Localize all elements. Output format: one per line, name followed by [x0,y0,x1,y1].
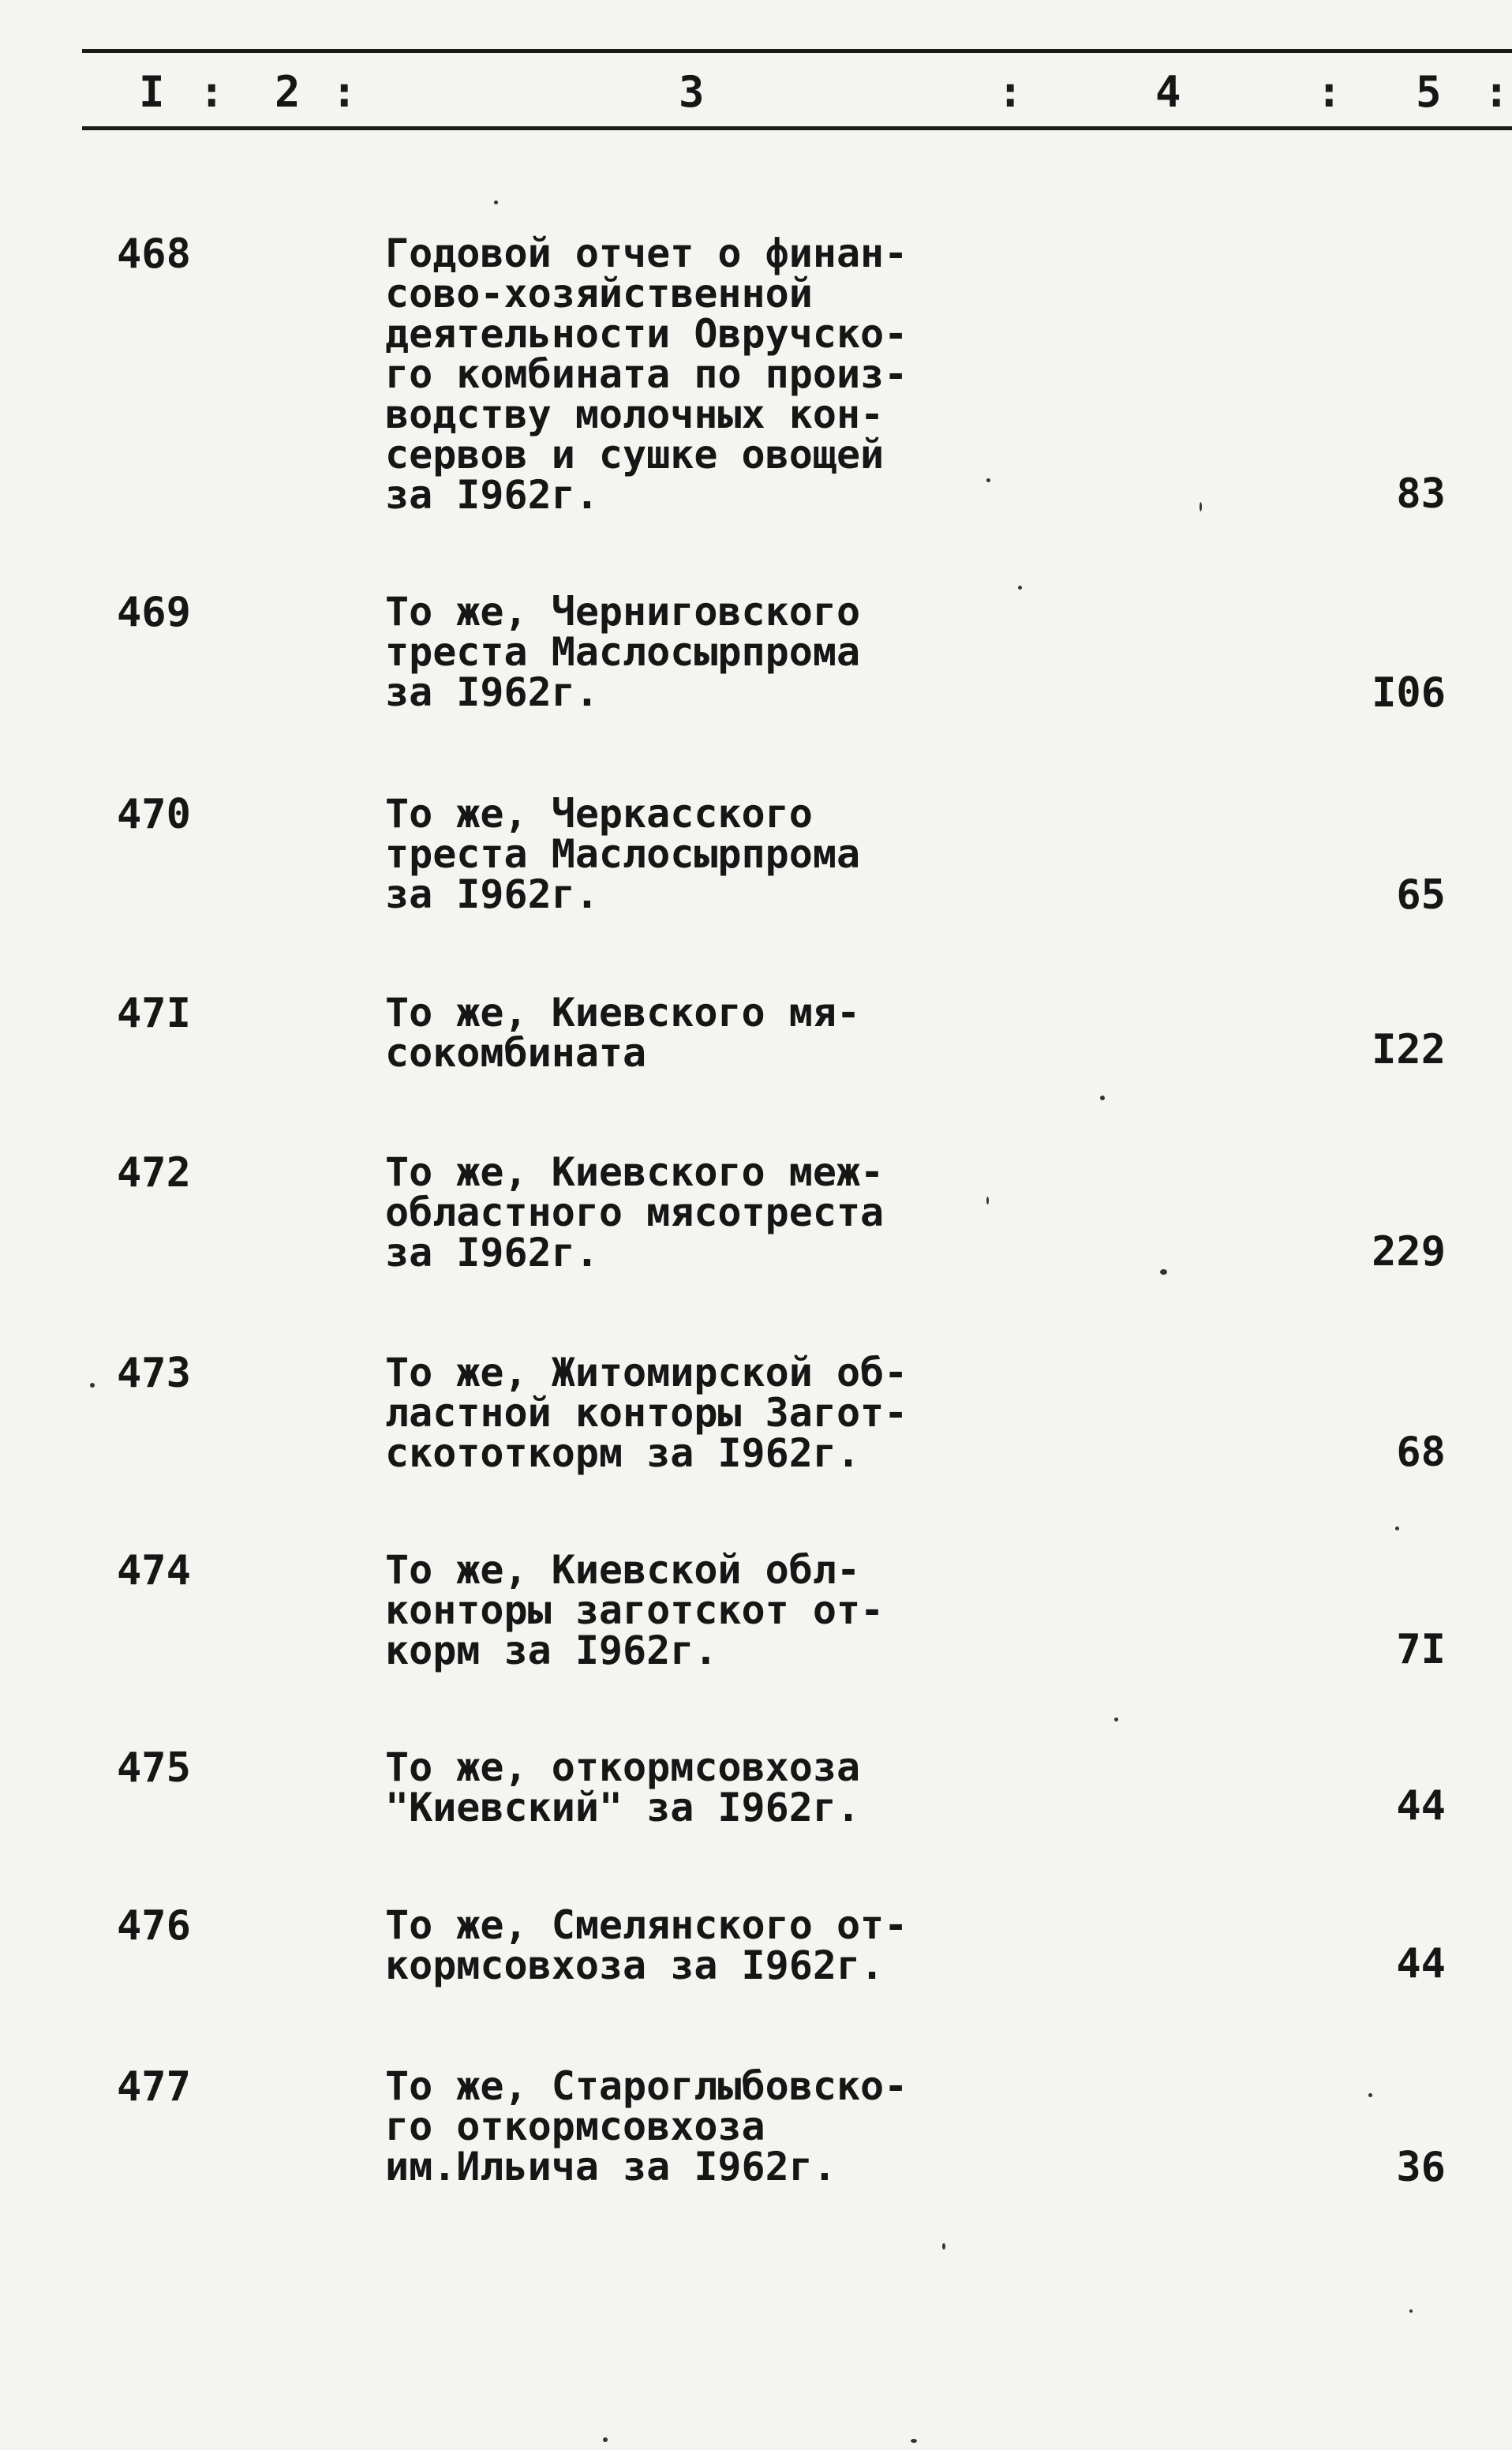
description-line: То же, Житомирской об- [385,1350,908,1395]
header-col-5: 5 [1416,67,1442,117]
description-line: То же, Черкасского [385,791,813,837]
description-line: Годовой отчет о финан- [385,230,908,276]
description-line: областного мясотреста [385,1189,885,1235]
item-description [385,230,1269,518]
sheet-count: 83 [1396,470,1446,518]
item-description [385,589,1269,715]
sheet-count: I06 [1372,669,1446,717]
sheet-count: I22 [1372,1026,1446,1073]
sheet-count: 44 [1396,1940,1446,1987]
item-description [385,1350,1269,1476]
description-line: го откормсовхоза [385,2103,765,2149]
scan-speck [1160,1269,1167,1275]
header-separator: : [199,67,225,117]
description-line: То же, Киевской обл- [385,1547,861,1593]
sheet-count: 44 [1396,1782,1446,1830]
description-line: То же, Староглыбовско- [385,2063,908,2109]
sheet-count: 65 [1396,871,1446,919]
scan-speck [986,478,990,482]
item-description [385,990,1269,1076]
scan-speck [603,2437,608,2442]
sheet-count: 68 [1396,1429,1446,1476]
header-col-3: 3 [679,67,705,117]
header-bottom-rule [82,126,1512,130]
description-line: сервов и сушке овощей [385,432,885,478]
item-number: 47I [117,990,191,1037]
description-line: кормсовхоза за I962г. [385,1942,885,1988]
item-number: 474 [117,1547,191,1594]
item-description [385,1149,1269,1276]
scan-speck [1395,1527,1399,1530]
scan-speck [1018,586,1022,590]
description-line: скототкорм за I962г. [385,1430,861,1476]
description-line: за I962г. [385,1230,599,1276]
header-separator: : [1316,67,1342,117]
item-number: 473 [117,1350,191,1397]
item-number: 476 [117,1902,191,1950]
header-separator: : [331,67,357,117]
description-line: деятельности Овручско- [385,311,908,357]
description-line: за I962г. [385,472,599,518]
scan-speck [1368,2093,1372,2097]
item-description [385,2063,1269,2190]
header-col-2: 2 [275,67,301,117]
scan-speck [986,1197,989,1204]
scan-speck [1100,1096,1105,1100]
item-number: 469 [117,589,191,636]
item-description [385,1902,1269,1988]
item-description [385,1547,1269,1673]
scan-speck [90,1383,95,1388]
header-col-4: 4 [1155,67,1181,117]
description-line: за I962г. [385,871,599,917]
description-line: То же, Киевского мя- [385,990,861,1036]
item-description [385,791,1269,917]
description-line: водству молочных кон- [385,391,885,437]
item-number: 477 [117,2063,191,2111]
scan-speck [1114,1718,1118,1721]
description-line: го комбината по произ- [385,351,908,397]
scan-speck [494,200,498,204]
sheet-count: 7I [1396,1626,1446,1673]
item-number: 472 [117,1149,191,1197]
description-line: То же, Черниговского [385,589,861,635]
header-top-rule [82,49,1512,53]
description-line: сово-хозяйственной [385,271,813,317]
header-col-1: I [139,67,165,117]
description-line: треста Маслосырпрома [385,629,861,675]
sheet-count: 36 [1396,2144,1446,2191]
scan-speck [942,2243,945,2250]
sheet-count: 229 [1372,1228,1446,1276]
item-number: 468 [117,230,191,278]
description-line: за I962г. [385,669,599,715]
description-line: сокомбината [385,1030,647,1076]
description-line: корм за I962г. [385,1628,718,1673]
item-number: 470 [117,791,191,838]
description-line: треста Маслосырпрома [385,831,861,877]
scan-speck [1199,502,1202,511]
description-line: конторы заготскот от- [385,1587,885,1633]
description-line: "Киевский" за I962г. [385,1785,861,1830]
description-line: То же, откормсовхоза [385,1744,861,1790]
scan-speck [1409,2310,1413,2313]
description-line: То же, Киевского меж- [385,1149,885,1195]
scan-speck [911,2439,917,2443]
item-number: 475 [117,1744,191,1792]
description-line: То же, Смелянского от- [385,1902,908,1948]
header-separator: : [1484,67,1510,117]
item-description [385,1744,1269,1830]
description-line: ластной конторы Загот- [385,1390,908,1436]
description-line: им.Ильича за I962г. [385,2144,836,2190]
header-separator: : [997,67,1024,117]
